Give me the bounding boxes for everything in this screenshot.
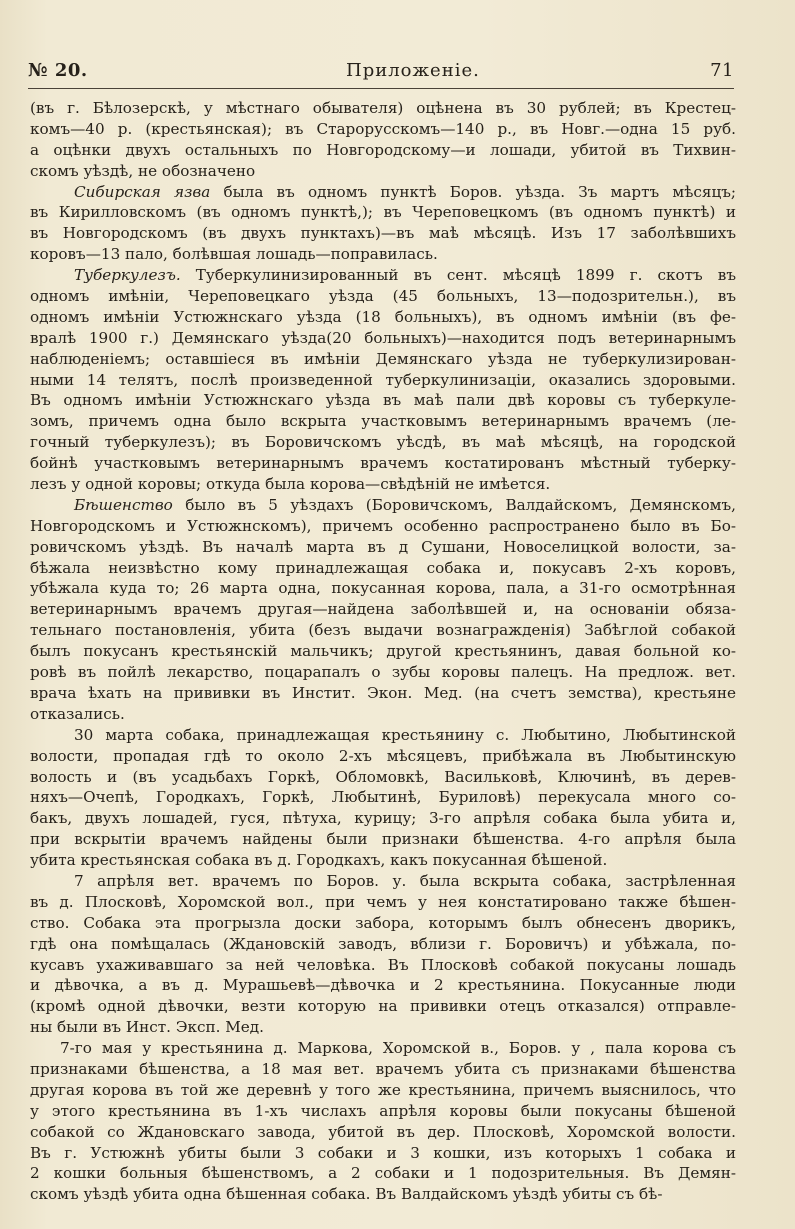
line-text: коровъ—13 пало, болѣвшая лошадь—поправилась. <box>30 245 438 264</box>
section-heading: Туберкулезъ. <box>74 266 181 285</box>
page-header <box>28 58 734 89</box>
text-line <box>30 1017 736 1038</box>
line-text: у этого крестьянина въ 1-хъ числахъ апрѣля коровы были покусаны бѣшеной <box>30 1101 736 1120</box>
line-text: бакъ, двухъ лошадей, гуся, пѣтуха, курицу; 3-го апрѣля собака была убита и, <box>30 809 736 828</box>
line-text: отказались. <box>30 704 125 723</box>
line-text: 7-го мая у крестьянина д. Маркова, Хоромской в., Боров. у , пала корова съ <box>60 1039 736 1058</box>
text-line <box>30 1122 736 1143</box>
text-line <box>30 328 736 349</box>
text-line <box>30 223 736 244</box>
line-text: признаками бѣшенства, а 18 мая вет. врачемъ убита съ признаками бѣшенства <box>30 1059 736 1078</box>
page-number: 71 <box>710 60 734 81</box>
text-line <box>30 1184 736 1205</box>
text-line <box>30 829 736 850</box>
line-text: наблюденіемъ; оставшіеся въ имѣніи Демянскаго уѣзда не туберкулизирован- <box>30 349 736 368</box>
text-line <box>30 767 736 788</box>
text-line <box>30 307 736 328</box>
section-heading: Сибирская язва <box>74 182 211 201</box>
line-text: убѣжала куда то; 26 марта одна, покусанная корова, пала, а 31-го осмотрѣнная <box>30 579 736 598</box>
line-text: вралѣ 1900 г.) Демянскаго уѣзда(20 больныхъ)—находится подъ ветеринарнымъ <box>30 328 736 347</box>
line-text: собакой со Ждановскаго завода, убитой въ дер. Плосковѣ, Хоромской волости. <box>30 1122 736 1141</box>
line-text: лезъ у одной коровы; откуда была корова—свѣдѣній не имѣется. <box>30 475 551 494</box>
paragraph <box>30 182 736 266</box>
text-line <box>30 390 736 411</box>
text-line <box>30 119 736 140</box>
line-text: ветеринарнымъ врачемъ другая—найдена заболѣвшей и, на основаніи обяза- <box>30 600 736 619</box>
line-text: Туберкулинизированный въ сент. мѣсяцѣ 1899 г. скотъ въ <box>180 266 736 285</box>
line-text: ровѣ въ пойлѣ лекарство, поцарапалъ о зубы коровы палецъ. На предлож. вет. <box>30 663 736 682</box>
line-text: убита крестьянская собака въ д. Городкахъ, какъ покусанная бѣшеной. <box>30 851 608 870</box>
line-text: былъ покусанъ крестьянскій мальчикъ; другой крестьянинъ, давая больной ко- <box>30 642 736 661</box>
line-text: а оцѣнки двухъ остальныхъ по Новгородскому—и лошади, убитой въ Тихвин- <box>30 140 736 159</box>
text-line <box>30 1163 736 1184</box>
line-text: скомъ уѣздѣ, не обозначено <box>30 161 256 180</box>
line-text: одномъ имѣніи, Череповецкаго уѣзда (45 больныхъ, 13—подозрительн.), въ <box>30 287 736 306</box>
text-line <box>30 286 736 307</box>
text-line <box>30 265 736 286</box>
line-text: бойнѣ участковымъ ветеринарнымъ врачемъ костатированъ мѣстный туберку- <box>30 454 736 473</box>
paragraph <box>30 265 736 495</box>
text-line <box>30 599 736 620</box>
line-text: тельнаго постановленія, убита (безъ выдачи вознагражденія) Забѣглой собакой <box>30 621 736 640</box>
text-line <box>30 955 736 976</box>
text-line <box>30 641 736 662</box>
body-text <box>30 98 736 1205</box>
text-line <box>30 474 736 495</box>
paragraph <box>30 98 736 182</box>
text-line <box>30 746 736 767</box>
line-text: другая корова въ той же деревнѣ у того же крестьянина, причемъ выяснилось, что <box>30 1080 736 1099</box>
text-line <box>30 934 736 955</box>
text-line <box>30 537 736 558</box>
text-line <box>30 850 736 871</box>
text-line <box>30 161 736 182</box>
line-text: ны были въ Инст. Эксп. Мед. <box>30 1018 264 1037</box>
line-text: въ Новгородскомъ (въ двухъ пунктахъ)—въ маѣ мѣсяцѣ. Изъ 17 заболѣвшихъ <box>30 224 736 243</box>
line-text: волости, пропадая гдѣ то около 2-хъ мѣсяцевъ, прибѣжала въ Любытинскую <box>30 746 736 765</box>
text-line <box>30 996 736 1017</box>
text-line <box>30 432 736 453</box>
text-line <box>30 1038 736 1059</box>
text-line <box>30 411 736 432</box>
text-line <box>30 1059 736 1080</box>
line-text: комъ—40 р. (крестьянская); въ Старорусскомъ—140 р., въ Новг.—одна 15 руб. <box>30 119 736 138</box>
paragraph <box>30 495 736 725</box>
text-line <box>30 704 736 725</box>
text-line <box>30 140 736 161</box>
paragraph <box>30 1038 736 1205</box>
text-line <box>30 1101 736 1122</box>
text-line <box>30 787 736 808</box>
line-text: гочный туберкулезъ); въ Боровичскомъ уѣсдѣ, въ маѣ мѣсяцѣ, на городской <box>30 433 736 452</box>
text-line <box>30 892 736 913</box>
line-text: (кромѣ одной дѣвочки, везти которую на прививки отецъ отказался) отправле- <box>30 997 736 1016</box>
text-line <box>30 558 736 579</box>
line-text: няхъ—Очепѣ, Городкахъ, Горкѣ, Любытинѣ, Буриловѣ) перекусала много со- <box>30 788 736 807</box>
line-text: кусавъ ухаживавшаго за ней человѣка. Въ Плосковѣ собакой покусаны лошадь <box>30 955 736 974</box>
line-text: врача ѣхать на прививки въ Инстит. Экон. Мед. (на счетъ земства), крестьяне <box>30 683 736 702</box>
line-text: ровичскомъ уѣздѣ. Въ началѣ марта въ д Сушани, Новоселицкой волости, за- <box>30 537 736 556</box>
text-line <box>30 98 736 119</box>
text-line <box>30 975 736 996</box>
text-line <box>30 1143 736 1164</box>
text-line <box>30 495 736 516</box>
line-text: 2 кошки больныя бѣшенствомъ, а 2 собаки и 1 подозрительныя. Въ Демян- <box>30 1164 736 1183</box>
line-text: гдѣ она помѣщалась (Ждановскій заводъ, вблизи г. Боровичъ) и убѣжала, по- <box>30 934 736 953</box>
line-text: и дѣвочка, а въ д. Мурашьевѣ—дѣвочка и 2 крестьянина. Покусанные люди <box>30 976 736 995</box>
line-text: бѣжала неизвѣстно кому принадлежащая собака и, покусавъ 2-хъ коровъ, <box>30 558 736 577</box>
line-text: скомъ уѣздѣ убита одна бѣшенная собака. Въ Валдайскомъ уѣздѣ убиты съ бѣ- <box>30 1185 663 1204</box>
line-text: въ Кирилловскомъ (въ одномъ пунктѣ,); въ Череповецкомъ (въ одномъ пунктѣ) и <box>30 203 736 222</box>
running-title: Приложеніе. <box>346 60 480 81</box>
text-line <box>30 578 736 599</box>
line-text: было въ 5 уѣздахъ (Боровичскомъ, Валдайскомъ, Демянскомъ, <box>172 495 736 514</box>
text-line <box>30 349 736 370</box>
paragraph <box>30 725 736 871</box>
text-line <box>30 725 736 746</box>
text-line <box>30 662 736 683</box>
line-text: зомъ, причемъ одна было вскрыта участковымъ ветеринарнымъ врачемъ (ле- <box>30 412 736 431</box>
text-line <box>30 913 736 934</box>
text-line <box>30 244 736 265</box>
line-text: Въ одномъ имѣніи Устюжнскаго уѣзда въ маѣ пали двѣ коровы съ туберкуле- <box>30 391 736 410</box>
line-text: волость и (въ усадьбахъ Горкѣ, Обломовкѣ, Васильковѣ, Ключинѣ, въ дерев- <box>30 767 736 786</box>
line-text: (въ г. Бѣлозерскѣ, у мѣстнаго обывателя) оцѣнена въ 30 рублей; въ Крестец- <box>30 99 736 117</box>
text-line <box>30 202 736 223</box>
line-text: 30 марта собака, принадлежащая крестьянину с. Любытино, Любытинской <box>74 725 736 744</box>
line-text: Въ г. Устюжнѣ убиты были 3 собаки и 3 кошки, изъ которыхъ 1 собака и <box>30 1143 736 1162</box>
text-line <box>30 683 736 704</box>
text-line <box>30 182 736 203</box>
line-text: ными 14 телятъ, послѣ произведенной туберкулинизаціи, оказались здоровыми. <box>30 370 736 389</box>
text-line <box>30 620 736 641</box>
line-text: ство. Собака эта прогрызла доски забора, которымъ былъ обнесенъ дворикъ, <box>30 913 736 932</box>
line-text: Новгородскомъ и Устюжнскомъ), причемъ особенно распространено было въ Бо- <box>30 516 736 535</box>
text-line <box>30 453 736 474</box>
line-text: 7 апрѣля вет. врачемъ по Боров. у. была вскрыта собака, застрѣленная <box>74 871 736 890</box>
line-text: одномъ имѣніи Устюжнскаго уѣзда (18 больныхъ), въ одномъ имѣніи (въ фе- <box>30 307 736 326</box>
text-line <box>30 1080 736 1101</box>
paragraph <box>30 871 736 1038</box>
text-line <box>30 370 736 391</box>
text-line <box>30 516 736 537</box>
line-text: при вскрытіи врачемъ найдены были признаки бѣшенства. 4-го апрѣля была <box>30 830 736 849</box>
issue-number: № 20. <box>28 60 88 81</box>
text-line <box>30 808 736 829</box>
section-heading: Бѣшенство <box>74 495 173 514</box>
text-line <box>30 871 736 892</box>
line-text: въ д. Плосковѣ, Хоромской вол., при чемъ у нея констатировано также бѣшен- <box>30 892 736 911</box>
line-text: была въ одномъ пунктѣ Боров. уѣзда. Зъ мартъ мѣсяцъ; <box>210 182 736 201</box>
